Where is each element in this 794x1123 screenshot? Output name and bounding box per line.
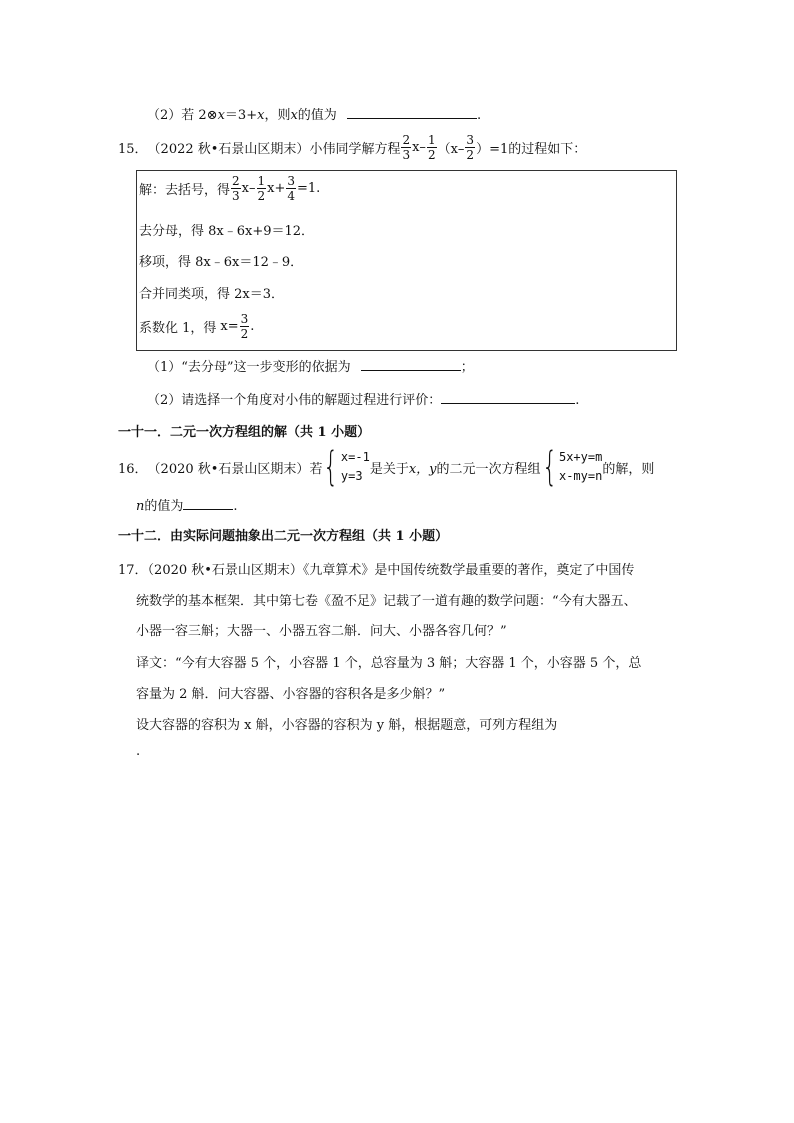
var-x: x xyxy=(217,108,225,123)
fraction-denominator: 2 xyxy=(257,189,266,203)
fraction xyxy=(401,134,411,161)
solution-step-4: 合并同类项，得 2x＝3． xyxy=(139,287,285,302)
section-heading: 一十二．由实际问题抽象出二元一次方程组（共 1 小题） xyxy=(118,529,449,544)
q14-part2 xyxy=(147,104,481,123)
sub-question: （2）请选择一个角度对小伟的解题过程进行评价： xyxy=(147,393,442,408)
q17-line7: . xyxy=(136,744,141,759)
punct: . xyxy=(575,393,580,408)
q17-line6: 设大容器的容积为 x 斛，小容器的容积为 y 斛，根据题意，可列方程组为 xyxy=(136,718,558,733)
question-number: 16． xyxy=(118,461,148,477)
q14-suffix: 的值为 xyxy=(297,108,337,123)
answer-blank[interactable] xyxy=(183,497,233,510)
q16-vars: x，y xyxy=(408,461,437,477)
var-x: x xyxy=(290,108,298,123)
equation-system xyxy=(541,444,603,490)
brace-icon: { xyxy=(323,444,339,490)
fraction xyxy=(240,313,250,340)
fraction-denominator: 3 xyxy=(402,148,411,162)
answer-blank[interactable] xyxy=(361,358,461,371)
system-line: x-my=n xyxy=(558,469,603,483)
q15-sub2 xyxy=(147,389,579,408)
eq-term: . xyxy=(250,319,255,334)
fraction-numerator: 1 xyxy=(427,133,436,147)
q14-eq: ＝3+ xyxy=(224,108,258,123)
fraction xyxy=(257,175,267,202)
q15-stem xyxy=(118,134,586,161)
question-number: 17． xyxy=(118,563,148,578)
q14-end: . xyxy=(476,108,482,123)
fraction xyxy=(286,175,296,202)
section-heading: 一十一．二元一次方程组的解（共 1 小题） xyxy=(118,425,371,440)
q16-text: 是关于 xyxy=(369,461,409,477)
eq-term: =1. xyxy=(297,181,321,196)
var-n: n xyxy=(136,499,145,514)
question-source: （2020 秋•石景山区期末） xyxy=(147,461,310,477)
answer-blank[interactable] xyxy=(441,391,575,404)
fraction-denominator: 4 xyxy=(287,189,296,203)
q17-line4: 译文：“今有大容器 5 个，小容器 1 个，总容量为 3 斛；大容器 1 个，小容器 5 个，总 xyxy=(136,656,642,671)
fraction-numerator: 3 xyxy=(240,312,249,326)
fraction-denominator: 2 xyxy=(466,148,475,162)
step-label: 解：去括号，得 xyxy=(139,183,231,198)
fraction-denominator: 3 xyxy=(232,189,240,203)
q17-line2: 统数学的基本框架．其中第七卷《盈不足》记载了一道有趣的数学问题：“今有大器五、 xyxy=(136,594,637,609)
q16-text: 的二元一次方程组 xyxy=(436,461,541,477)
equation-system xyxy=(322,444,370,490)
brace-icon: { xyxy=(541,444,557,490)
question-source: （2022 秋•石景山区期末） xyxy=(147,142,310,157)
eq-term: x– xyxy=(241,181,256,196)
fraction xyxy=(231,175,241,202)
q16-text: 的值为 xyxy=(144,499,184,514)
q16-text: 若 xyxy=(309,461,323,477)
q17-text: （2020 秋•石景山区期末）《九章算术》是中国传统数学最重要的著作，奠定了中国传 xyxy=(147,563,635,578)
q16-stem xyxy=(118,444,655,490)
punct: ； xyxy=(460,360,474,375)
eq-term: （x– xyxy=(437,142,465,157)
q14-prefix: （2）若 2⊗ xyxy=(147,108,218,123)
eq-term: x– xyxy=(412,140,426,155)
step-label: 系数化 1，得 xyxy=(139,321,217,336)
q14-mid: ，则 xyxy=(264,108,291,123)
q15-intro: 小伟同学解方程 xyxy=(309,142,401,157)
q17-line5: 容量为 2 斛．问大容器、小容器的容积各是多少斛？” xyxy=(136,687,446,702)
system-line: x=-1 xyxy=(340,450,370,464)
fraction-numerator: 1 xyxy=(257,174,266,188)
q15-intro-end: 的过程如下： xyxy=(508,142,587,157)
fraction-denominator: 2 xyxy=(240,327,249,341)
punct: . xyxy=(233,499,238,514)
system-line: 5x+y=m xyxy=(558,450,603,464)
fraction xyxy=(465,134,475,161)
fraction-numerator: 3 xyxy=(287,174,296,188)
answer-blank[interactable] xyxy=(347,106,477,119)
eq-term: x+ xyxy=(267,181,286,196)
sub-question: （1）“去分母”这一步变形的依据为 xyxy=(147,360,351,375)
fraction xyxy=(427,134,437,161)
solution-step-2: 去分母，得 8x﹣6x+9＝12． xyxy=(139,224,315,239)
q17-line3: 小器一容三斛；大器一、小器五容二斛．问大、小器各容几何？” xyxy=(136,624,507,639)
var-x: x xyxy=(257,108,265,123)
question-number: 15． xyxy=(118,142,148,157)
fraction-numerator: 2 xyxy=(402,133,411,147)
q16-text: 的解，则 xyxy=(602,461,655,477)
q16-line2 xyxy=(136,495,238,514)
fraction-denominator: 2 xyxy=(427,148,436,162)
solution-step-3: 移项，得 8x﹣6x＝12﹣9． xyxy=(139,255,304,270)
fraction-numerator: 2 xyxy=(232,174,240,188)
solution-step-1 xyxy=(139,175,320,202)
system-line: y=3 xyxy=(340,469,363,483)
solution-step-5 xyxy=(139,313,254,340)
fraction-numerator: 3 xyxy=(466,133,475,147)
eq-term: x= xyxy=(220,319,239,334)
q17-line1 xyxy=(118,559,634,578)
eq-term: ）=1 xyxy=(476,142,509,157)
q15-sub1 xyxy=(147,356,474,375)
